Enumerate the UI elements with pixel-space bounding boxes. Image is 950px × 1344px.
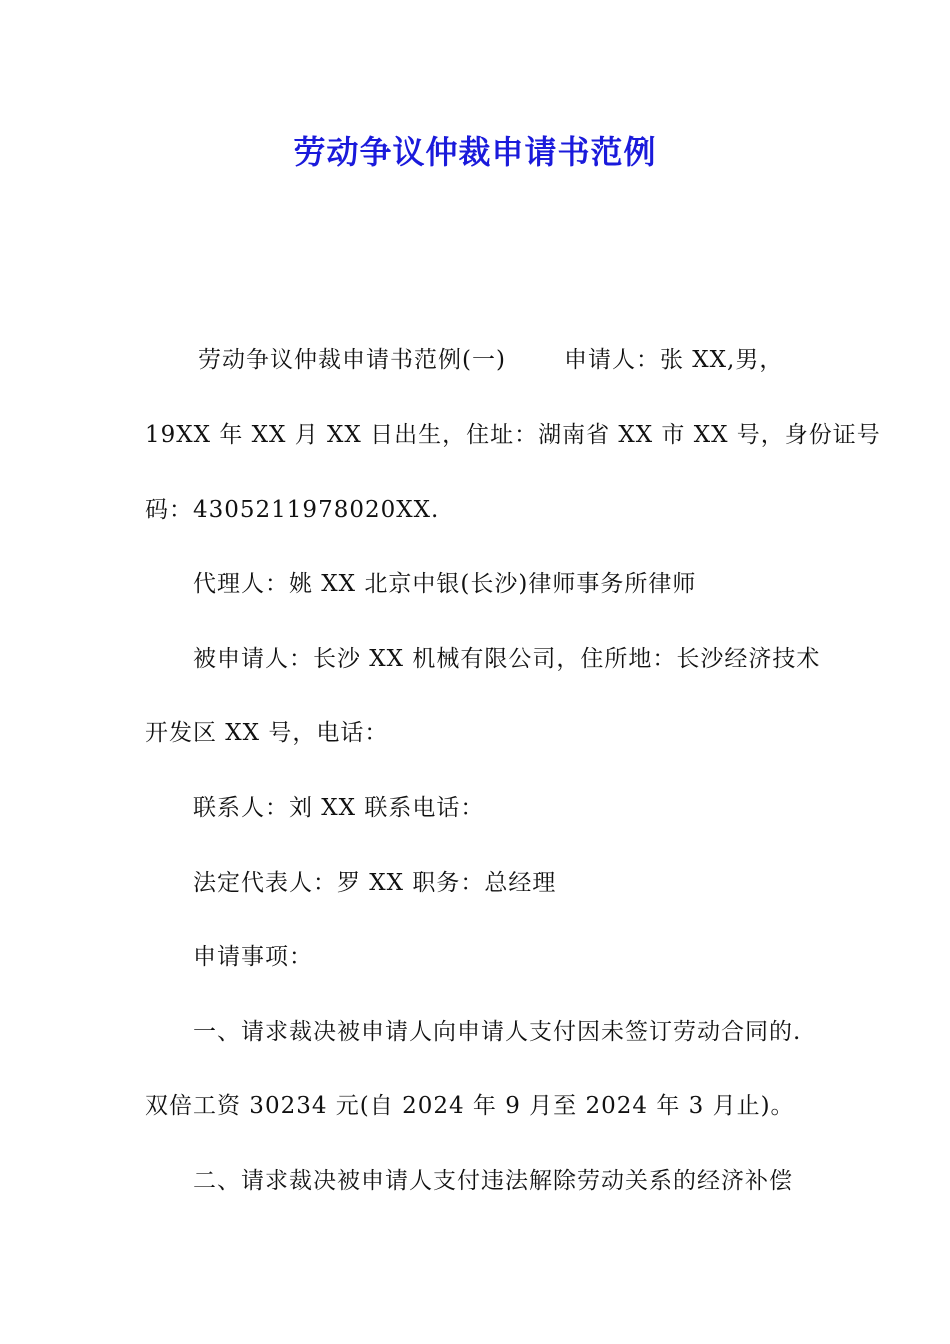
applicant-info: 申请人：张 XX,男， bbox=[563, 347, 784, 373]
document-title: 劳动争议仲裁申请书范例 bbox=[293, 133, 657, 171]
paragraph-line-3: 码：4305211978020XX. bbox=[145, 497, 440, 523]
claims-heading: 申请事项： bbox=[193, 944, 313, 970]
claim-two-line: 二、请求裁决被申请人支付违法解除劳动关系的经济补偿 bbox=[193, 1168, 793, 1194]
paragraph-line-1 bbox=[198, 343, 783, 377]
claim-one-continued: 双倍工资 30234 元(自 2024 年 9 月至 2024 年 3 月止)。 bbox=[145, 1093, 795, 1119]
agent-line: 代理人：姚 XX 北京中银(长沙)律师事务所律师 bbox=[193, 571, 697, 597]
example-heading: 劳动争议仲裁申请书范例(一) bbox=[198, 347, 506, 373]
legal-rep-line: 法定代表人：罗 XX 职务：总经理 bbox=[193, 870, 557, 896]
claim-one-line: 一、请求裁决被申请人向申请人支付因未签订劳动合同的. bbox=[193, 1019, 802, 1045]
respondent-line: 被申请人：长沙 XX 机械有限公司，住所地：长沙经济技术 bbox=[193, 646, 821, 672]
respondent-address-line: 开发区 XX 号，电话： bbox=[145, 720, 389, 746]
paragraph-line-2: 19XX 年 XX 月 XX 日出生，住址：湖南省 XX 市 XX 号，身份证号 bbox=[145, 422, 881, 448]
contact-line: 联系人：刘 XX 联系电话： bbox=[193, 795, 485, 821]
